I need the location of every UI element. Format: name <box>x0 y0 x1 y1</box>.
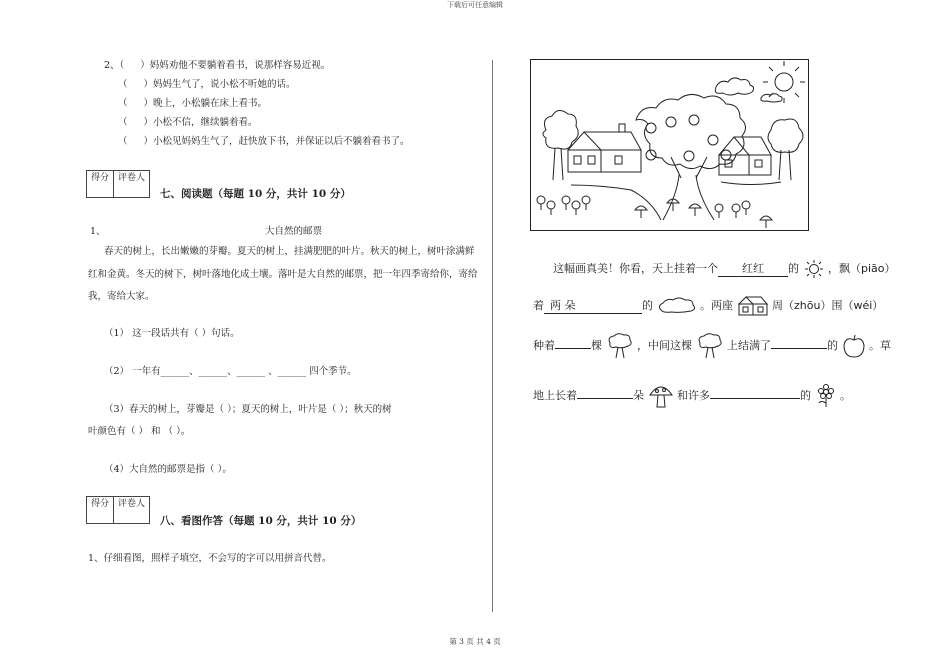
text: 。草 <box>869 339 891 352</box>
reading-question-4: （4）大自然的邮票是指（ ）。 <box>104 464 232 475</box>
reading-question-1: （1） 这一段话共有（ ）句话。 <box>104 328 240 339</box>
text: 棵 <box>591 339 602 352</box>
ordering-prefix: （ <box>118 117 128 128</box>
reading-question-3: （3）春天的树上，芽瓣是（ ）；夏天的树上，叶片是（ ）；秋天的树 <box>104 404 392 415</box>
header-note: 下载后可任意编辑 <box>447 1 503 9</box>
ordering-text: ）晚上，小松躺在床上看书。 <box>143 98 268 109</box>
answer-blank[interactable] <box>710 398 800 399</box>
house-icon <box>737 296 769 316</box>
passage-line-3: 我，寄给大家。 <box>88 291 155 302</box>
fill-line-4 <box>533 383 851 409</box>
text: 。 <box>840 389 851 402</box>
answer-blank[interactable] <box>577 398 633 399</box>
text: ，中间这棵 <box>637 339 692 352</box>
ordering-prefix: 2、（ <box>104 60 125 71</box>
tree-icon <box>696 333 724 359</box>
column-divider <box>492 60 493 612</box>
text: 着 <box>533 299 544 312</box>
fill-line-2 <box>533 296 883 316</box>
text: 朵 <box>633 389 644 402</box>
flower-icon <box>815 384 837 408</box>
answer-blank[interactable] <box>771 348 827 349</box>
text: 的 <box>642 299 653 312</box>
page-footer: 第 3 页 共 4 页 <box>449 637 501 646</box>
sun-icon <box>803 259 825 279</box>
tree-icon <box>606 333 634 359</box>
passage-line-1: 春天的树上，长出嫩嫩的芽瓣。夏天的树上，挂满肥肥的叶片。秋天的树上，树叶涂满鲜 <box>104 246 475 257</box>
text: 的 <box>800 389 811 402</box>
fill-line-1 <box>553 259 896 279</box>
reading-question-2: （2） 一年有______、______、______ 、______ 四个季节。 <box>104 366 357 377</box>
ordering-text: ）妈妈劝他不要躺着看书，说那样容易近视。 <box>140 60 331 71</box>
sun-icon <box>763 61 805 103</box>
text: ，飘（piāo） <box>828 262 896 275</box>
text: 和许多 <box>677 389 710 402</box>
score-box <box>86 170 150 198</box>
text: 上结满了 <box>727 339 771 352</box>
ordering-prefix: （ <box>118 79 128 90</box>
scene-picture <box>530 59 809 231</box>
score-box <box>86 496 150 524</box>
mushroom-icon <box>648 383 674 409</box>
ordering-prefix: （ <box>118 136 128 147</box>
filled-answer: 两 朵 <box>544 297 642 314</box>
section-8-title: 八、看图作答（每题 10 分，共计 10 分） <box>160 515 362 527</box>
text: 周（zhōu）围（wéi） <box>772 299 884 312</box>
score-label: 得分 <box>91 173 110 183</box>
section-8-instruction: 1、仔细看图，照样子填空，不会写的字可以用拼音代替。 <box>88 553 332 564</box>
ordering-text: ）妈妈生气了，说小松不听她的话。 <box>143 79 296 90</box>
cloud-icon <box>657 298 697 314</box>
reviewer-label: 评卷人 <box>113 497 149 523</box>
apple-icon <box>842 333 866 359</box>
text: 种着 <box>533 339 555 352</box>
ordering-text: ）小松见妈妈生气了，赶快放下书，并保证以后不躺着看书了。 <box>143 136 410 147</box>
fill-line-3 <box>533 333 891 359</box>
passage-title: 大自然的邮票 <box>265 226 323 237</box>
ordering-prefix: （ <box>118 98 128 109</box>
ordering-text: ）小松不信，继续躺着看。 <box>143 117 258 128</box>
score-label: 得分 <box>91 499 110 509</box>
reading-question-3-cont: 叶颜色有（ ） 和 （ ）。 <box>88 426 191 437</box>
ordering-item-5 <box>118 130 410 154</box>
answer-blank[interactable] <box>555 348 591 349</box>
section-7-title: 七、阅读题（每题 10 分，共计 10 分） <box>160 188 351 200</box>
reviewer-label: 评卷人 <box>113 171 149 197</box>
passage-line-2: 红和金黄。冬天的树下，树叶落地化成土壤。落叶是大自然的邮票，把一年四季寄给你，寄给 <box>88 269 478 280</box>
text: 。两座 <box>700 299 733 312</box>
filled-answer: 红红 <box>718 260 788 277</box>
text: 地上长着 <box>533 389 577 402</box>
question-number: 1、 <box>90 226 106 237</box>
text: 的 <box>827 339 838 352</box>
text: 这幅画真美！你看，天上挂着一个 <box>553 262 718 275</box>
text: 的 <box>788 262 799 275</box>
